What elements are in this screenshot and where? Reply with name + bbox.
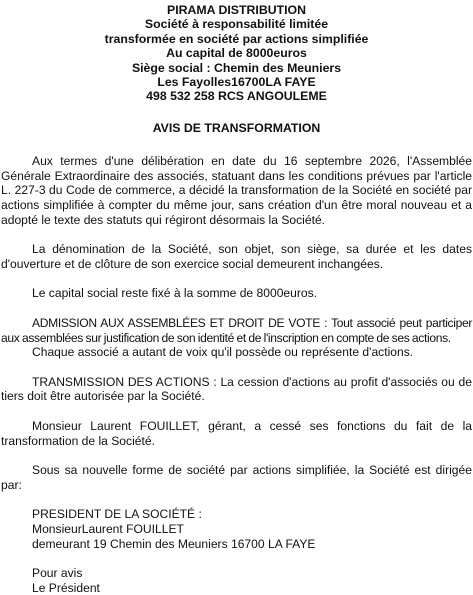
company-transformation-line: transformée en société par actions simplifiée — [104, 31, 369, 46]
paragraph-unchanged-elements: La dénomination de la Société, son objet, son siège, sa durée et les dates d'ouverture et de clôture de son exercice social demeurent inchangées. — [1, 242, 472, 271]
closing-pour-avis: Pour avis — [32, 566, 83, 581]
company-capital: Au capital de 8000euros — [166, 46, 307, 61]
company-legal-form: Société à responsabilité limitée — [144, 17, 329, 32]
company-registered-office: Siège social : Chemin des Meuniers — [131, 60, 342, 75]
company-rcs-number: 498 532 258 RCS ANGOULEME — [146, 89, 327, 104]
company-header — [1, 3, 472, 104]
closing-signatory: Le Président — [32, 580, 100, 595]
president-name: MonsieurLaurent FOUILLET — [32, 521, 184, 536]
paragraph-former-manager: Monsieur Laurent FOUILLET, gérant, a cessé ses fonctions du fait de la transformation de la Société. — [1, 418, 472, 448]
paragraph-capital: Le capital social reste fixé à la somme de 8000euros. — [32, 286, 318, 301]
paragraph-share-transfer: TRANSMISSION DES ACTIONS : La cession d'actions au profit d'associés ou de tiers doit être autorisée par la Société. — [1, 374, 472, 404]
paragraph-voting-rights: Chaque associé a autant de voix qu'il possède ou représente d'actions. — [32, 345, 414, 360]
paragraph-admission-assemblies: ADMISSION AUX ASSEMBLÉES ET DROIT DE VOTE : Tout associé peut participer aux assemblées sur justification de son identité et de l'inscription en compte de ses actions. — [1, 316, 472, 345]
president-block — [32, 507, 472, 551]
company-name: PIRAMA DISTRIBUTION — [167, 3, 306, 17]
paragraph-deliberation: Aux termes d'une délibération en date du 16 septembre 2026, l'Assemblée Générale Extraordinaire des associés, statuant dans les conditions prévues par l'article L. 227-3 du Code de commerce, a décidé la transformation de la Société en société par actions simplifiée à compter du même jour, sans création d'un être moral nouveau et a adopté le texte des statuts qui régiront désormais la Société. — [1, 154, 472, 227]
company-locality: Les Fayolles16700LA FAYE — [157, 75, 316, 90]
notice-title: AVIS DE TRANSFORMATION — [152, 120, 321, 135]
paragraph-new-management: Sous sa nouvelle forme de société par actions simplifiée, la Société est dirigée par: — [1, 463, 472, 492]
president-heading: PRESIDENT DE LA SOCIÉTÉ : — [32, 507, 202, 522]
closing-block — [32, 566, 472, 595]
president-address: demeurant 19 Chemin des Meuniers 16700 LA FAYE — [32, 536, 316, 551]
